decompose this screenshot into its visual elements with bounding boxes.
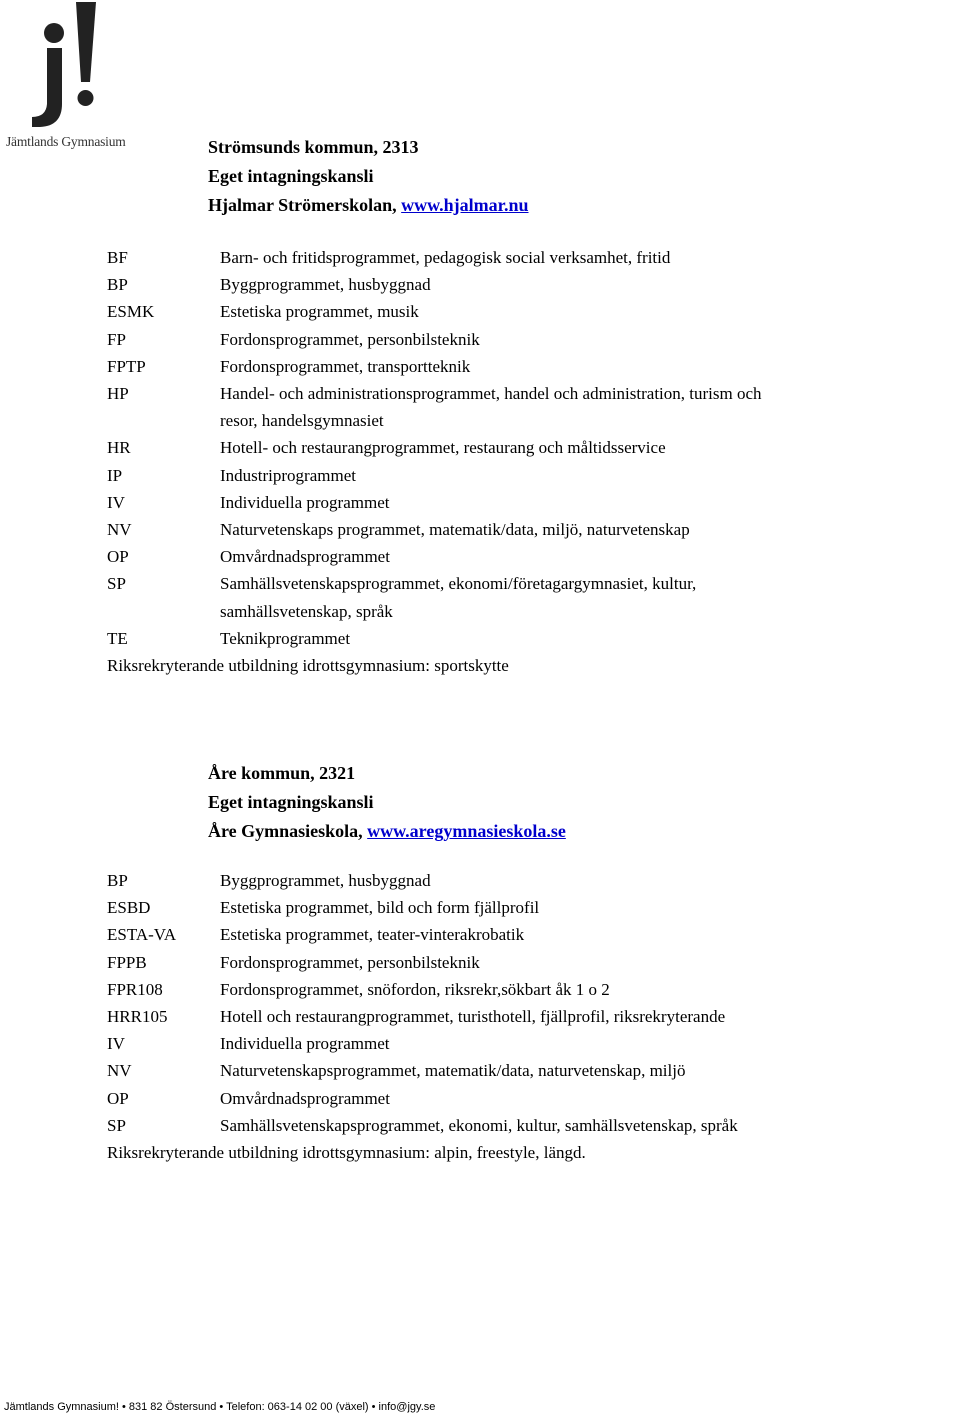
program-code: FP [107,329,126,349]
logo-text: Jämtlands Gymnasium [6,134,126,149]
recruitment-note: Riksrekryterande utbildning idrottsgymnasium: sportskytte [107,656,509,676]
program-row [107,271,927,298]
program-name: Hotell- och restaurangprogrammet, restaurang och måltidsservice [220,438,666,458]
logo [6,0,124,160]
program-name: Handel- och administrationsprogrammet, handel och administration, turism och resor, handelsgymnasiet [220,384,762,431]
school-line [208,817,566,846]
program-row [107,1112,927,1139]
recruitment-note: Riksrekryterande utbildning idrottsgymnasium: alpin, freestyle, längd. [107,1143,586,1163]
program-name: Hotell och restaurangprogrammet, turisthotell, fjällprofil, riksrekryterande [220,1007,726,1027]
program-name: Fordonsprogrammet, personbilsteknik [220,329,480,349]
program-row [107,976,927,1003]
school-line [208,191,529,220]
section-header-are [208,759,566,846]
school-link[interactable]: www.aregymnasieskola.se [367,821,566,841]
program-name: Omvårdnadsprogrammet [220,547,390,567]
program-row [107,625,927,652]
program-row [107,1003,927,1030]
admission-office: Eget intagningskansli [208,792,374,812]
program-name: Naturvetenskaps programmet, matematik/data, miljö, naturvetenskap [220,520,690,540]
j-exclamation-logo-icon [18,0,108,128]
program-name: Samhällsvetenskapsprogrammet, ekonomi/företagargymnasiet, kultur, samhällsvetenskap, språk [220,574,697,621]
program-row [107,1085,927,1112]
program-code: ESTA-VA [107,925,177,945]
program-code: HR [107,438,131,458]
school-name: Åre Gymnasieskola, [208,821,363,841]
program-name: Barn- och fritidsprogrammet, pedagogisk social verksamhet, fritid [220,248,671,267]
section-header-stromsund [208,133,529,220]
program-code: IP [107,465,123,485]
program-code: FPPB [107,952,147,972]
program-row [107,543,927,570]
program-name: Naturvetenskapsprogrammet, matematik/data, naturvetenskap, miljö [220,1061,686,1081]
program-row [107,867,927,894]
program-row [107,326,927,353]
program-list-are [107,867,927,1166]
program-code: HP [107,384,129,404]
program-name: Omvårdnadsprogrammet [220,1088,390,1108]
program-name: Estetiska programmet, teater-vinterakrobatik [220,925,525,945]
program-code: IV [107,492,125,512]
program-name: Byggprogrammet, husbyggnad [220,275,431,295]
program-code: SP [107,1115,126,1135]
program-row [107,1030,927,1057]
program-code: NV [107,520,132,540]
program-name: Estetiska programmet, musik [220,302,419,322]
program-code: OP [107,1088,129,1108]
program-code: FPR108 [107,979,163,999]
program-row [107,462,927,489]
program-code: BP [107,275,128,295]
municipality-title: Strömsunds kommun, 2313 [208,137,419,157]
program-row [107,434,927,461]
program-code: TE [107,628,128,648]
school-name: Hjalmar Strömerskolan, [208,195,397,215]
program-name: Fordonsprogrammet, personbilsteknik [220,952,480,972]
program-row [107,489,927,516]
program-row [107,949,927,976]
program-code: ESBD [107,898,151,918]
footer-contact: Jämtlands Gymnasium! • 831 82 Östersund • Telefon: 063-14 02 00 (växel) • info@jgy.se [4,1401,436,1413]
program-row [107,353,927,380]
program-row [107,894,927,921]
municipality-title: Åre kommun, 2321 [208,763,356,783]
school-link[interactable]: www.hjalmar.nu [401,195,529,215]
program-row [107,380,927,434]
program-name: Individuella programmet [220,492,390,512]
program-name: Estetiska programmet, bild och form fjällprofil [220,898,540,918]
program-code: BF [107,248,128,267]
program-code: IV [107,1034,125,1054]
program-row [107,244,927,271]
program-name: Fordonsprogrammet, snöfordon, riksrekr,sökbart åk 1 o 2 [220,979,610,999]
program-row [107,298,927,325]
program-code: NV [107,1061,132,1081]
program-name: Individuella programmet [220,1034,390,1054]
program-name: Fordonsprogrammet, transportteknik [220,356,471,376]
program-row [107,1057,927,1084]
program-row [107,516,927,543]
program-code: HRR105 [107,1007,168,1027]
program-row [107,570,927,624]
program-list-stromsund [107,244,927,679]
program-code: FPTP [107,356,146,376]
program-name: Teknikprogrammet [220,628,351,648]
program-row [107,921,927,948]
program-code: ESMK [107,302,155,322]
admission-office: Eget intagningskansli [208,166,374,186]
program-name: Industriprogrammet [220,465,356,485]
program-name: Byggprogrammet, husbyggnad [220,871,431,890]
program-code: BP [107,871,128,890]
program-code: OP [107,547,129,567]
program-name: Samhällsvetenskapsprogrammet, ekonomi, kultur, samhällsvetenskap, språk [220,1115,738,1135]
program-code: SP [107,574,126,594]
